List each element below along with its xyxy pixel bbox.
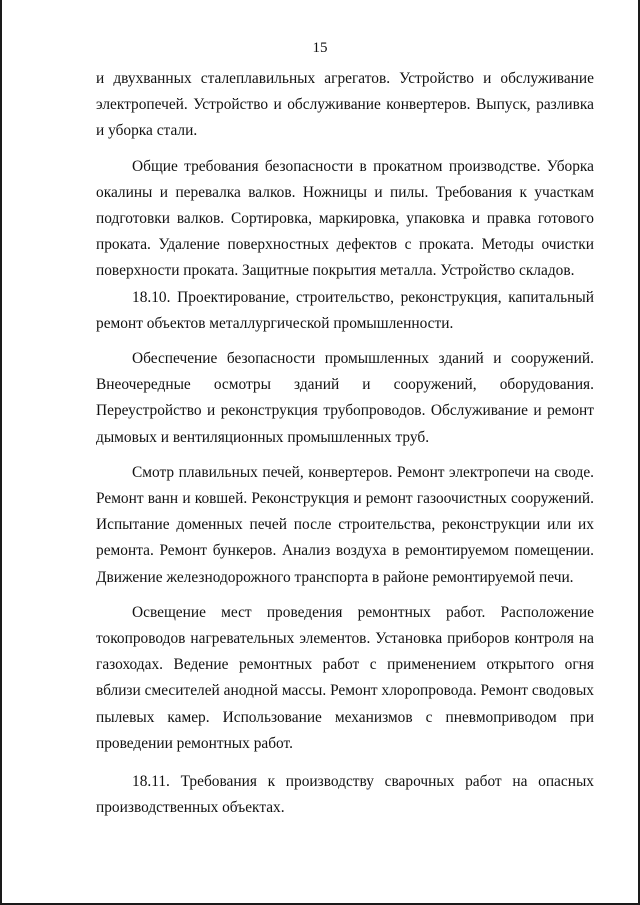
paragraph-section-18-11: 18.11. Требования к производству сварочных работ на опасных производственных объектах. [96, 773, 594, 817]
paragraph-building-safety: Обеспечение безопасности промышленных зданий и сооружений. Внеочередные осмотры зданий и сооружений, оборудования. Переустройство и реконструкция трубопроводов. Обслуживание и ремонт дымовых и вентиляционных промышленных труб. [96, 350, 594, 446]
paragraph-section-18-10: 18.10. Проектирование, строительство, реконструкция, капитальный ремонт объектов металлургической промышленности. [96, 288, 594, 332]
paragraph-repair-works: Освещение мест проведения ремонтных работ. Расположение токопроводов нагревательных элементов. Установка приборов контроля на газоходах. Ведение ремонтных работ с применением открытого огня вблизи смесителей анодной массы. Ремонт хлоропровода. Ремонт сводовых пылевых камер. Использование механизмов с пневмоприводом при проведении ремонтных работ. [96, 603, 594, 752]
page-number: 15 [312, 40, 328, 56]
paragraph-continuation: и двухванных сталеплавильных агрегатов. Устройство и обслуживание электропечей. Устройство и обслуживание конвертеров. Выпуск, разливка и уборка стали. [96, 70, 594, 140]
paragraph-rolling-safety: Общие требования безопасности в прокатном производстве. Уборка окалины и перевалка валков. Ножницы и пилы. Требования к участкам подготовки валков. Сортировка, маркировка, упаковка и правка готового проката. Удаление поверхностных дефектов с проката. Методы очистки поверхности проката. Защитные покрытия металла. Устройство складов. [96, 157, 594, 280]
document-body [96, 66, 594, 821]
paragraph-furnace-repair: Смотр плавильных печей, конвертеров. Ремонт электропечи на своде. Ремонт ванн и ковшей. Реконструкция и ремонт газоочистных сооружений. Испытание доменных печей после строительства, реконструкции или их ремонта. Ремонт бункеров. Анализ воздуха в ремонтируемом помещении. Движение железнодорожного транспорта в районе ремонтируемой печи. [96, 463, 594, 586]
